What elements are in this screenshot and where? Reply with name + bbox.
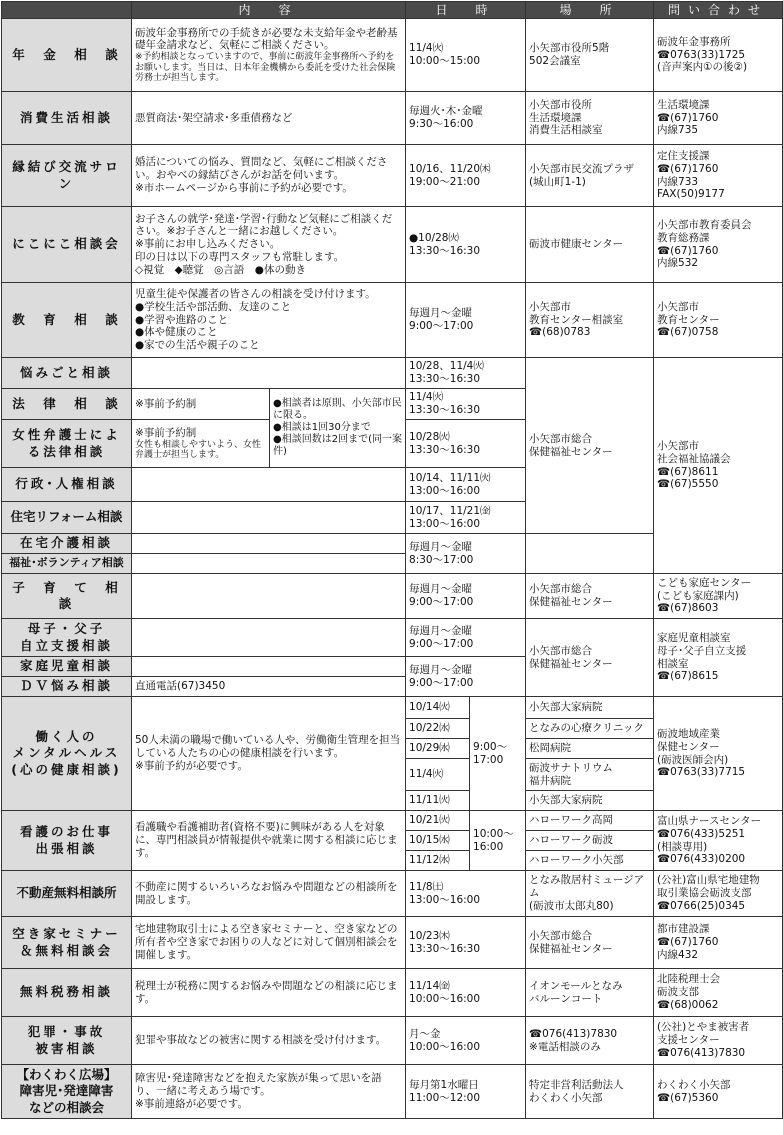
category-label: 母子・父子 自立支援相談 [2, 619, 132, 657]
row-wakuwaku [2, 1065, 783, 1119]
category-label: 【わくわく広場】 障害児･発達障害 などの相談会 [2, 1065, 132, 1119]
category-label: 在宅介護相談 [2, 534, 132, 554]
content-cell [132, 502, 406, 534]
time-cell: 9:00～ 17:00 [470, 697, 526, 811]
category-label: 子 育 て 相 談 [2, 574, 132, 619]
content-cell [132, 574, 406, 619]
content-cell: 50人未満の職場で働いている人や、労働衛生管理を担当している人たちの心の健康相談を行います。 ※事前予約が必要です。 [132, 697, 406, 811]
place-cell: 小矢部大家病院 [526, 697, 654, 719]
place-cell: 砺波サナトリウム 福井病院 [526, 759, 654, 791]
place-cell: 小矢部市 教育センター相談室 ☎(68)0783 [526, 283, 654, 358]
date-cell: 10/14㈫ [406, 697, 470, 719]
contact-cell: こども家庭センター (こども家庭課内) ☎(67)8603 [654, 574, 783, 619]
contact-cell: 北陸税理士会 砺波支部 ☎(68)0062 [654, 969, 783, 1017]
row-nikoniko [2, 207, 783, 283]
header-contact: 問い合わせ [654, 2, 783, 19]
category-label: 年 金 相 談 [2, 19, 132, 92]
content-cell [132, 358, 406, 389]
contact-cell: (公社)とやま被害者 支援センター ☎076(413)7830 [654, 1017, 783, 1065]
content-note: ※予約相談となっていますので、事前に砺波年金事務所へ予約をお願いします。当日は、日本年金機構から委託を受けた社会保険労務士が担当します。 [135, 52, 396, 83]
reservation-cell [132, 420, 270, 468]
row-mental [2, 697, 783, 719]
date-cell: 毎週火･木･金曜 9:30～16:00 [406, 92, 526, 145]
reservation-text: ※事前予約制 [135, 426, 197, 439]
content-cell: 税理士が税務に関するお悩みや問題などの相談に応じます。 [132, 969, 406, 1017]
place-cell: 小矢部大家病院 [526, 791, 654, 811]
place-cell: となみの心療クリニック [526, 719, 654, 739]
date-cell: 毎週月～金曜 9:00～17:00 [406, 283, 526, 358]
place-cell: 小矢部市総合 保健福祉センター [526, 358, 654, 534]
content-cell: 障害児･発達障害などを抱えた家族が集って思いを語り、一緒に考えあう場です。 ※事前連絡が必要です。 [132, 1065, 406, 1119]
place-cell: 小矢部市役所5階 502会議室 [526, 19, 654, 92]
row-boshi [2, 619, 783, 657]
header-place: 場 所 [526, 2, 654, 19]
date-cell: 10/21㈫ [406, 811, 470, 831]
date-cell: 10/16、11/20㈭ 19:00～21:00 [406, 145, 526, 207]
place-cell: 小矢部市総合 保健福祉センター [526, 574, 654, 619]
content-cell: 婚活についての悩み、質問など、気軽にご相談ください。おやべの縁結びさんがお話を伺います。 ※市ホームページから事前に予約が必要です。 [132, 145, 406, 207]
date-cell: 毎週月～金曜 9:00～17:00 [406, 619, 526, 657]
contact-cell: 砺波地域産業 保健センター (砺波医師会内) ☎0763(33)7715 [654, 697, 783, 811]
category-label: にこにこ相談会 [2, 207, 132, 283]
row-akiya [2, 917, 783, 969]
content-cell [132, 657, 406, 677]
date-cell: 毎週月～金曜 9:00～17:00 [406, 657, 526, 697]
content-cell: 犯罪や事故などの被害に関する相談を受け付けます。 [132, 1017, 406, 1065]
category-label: 教 育 相 談 [2, 283, 132, 358]
content-cell [132, 468, 406, 502]
row-fudosan [2, 871, 783, 917]
date-cell: 11/14㈮ 10:00～16:00 [406, 969, 526, 1017]
content-cell: お子さんの就学･発達･学習･行動など気軽にご相談ください。※お子さんと一緒にお越しください。 ※事前にお申し込みください。 印の日は以下の専門スタッフも常駐します。 ◇視覚 ◆聴覚 ◎言語 ●体の動き [132, 207, 406, 283]
header-blank [2, 2, 132, 19]
row-kyoiku [2, 283, 783, 358]
category-label: 不動産無料相談所 [2, 871, 132, 917]
place-cell: 特定非営利活動法人 わくわく小矢部 [526, 1065, 654, 1119]
category-label: 悩みごと相談 [2, 358, 132, 389]
place-cell: 松岡病院 [526, 739, 654, 759]
category-label: 女性弁護士による法律相談 [2, 420, 132, 468]
content-cell: 不動産に関するいろいろなお悩みや問題などの相談所を開設します。 [132, 871, 406, 917]
content-cell [132, 534, 406, 554]
place-cell: 小矢部市役所 生活環境課 消費生活相談室 [526, 92, 654, 145]
category-label: 看護のお仕事 出張相談 [2, 811, 132, 871]
category-label: 空き家セミナー ＆無料相談会 [2, 917, 132, 969]
content-cell: 直通電話(67)3450 [132, 677, 406, 697]
consultation-table [1, 1, 783, 1119]
place-cell-empty [526, 534, 654, 574]
contact-cell: 生活環境課 ☎(67)1760 内線735 [654, 92, 783, 145]
time-cell: 10:00～ 16:00 [470, 811, 526, 871]
date-cell: 10/28㈫ 13:30～16:30 [406, 420, 526, 468]
date-cell: 毎月第1水曜日 11:00～12:00 [406, 1065, 526, 1119]
category-label: 法 律 相 談 [2, 389, 132, 420]
place-cell: となみ散居村ミュージアム (砺波市太郎丸80) [526, 871, 654, 917]
content-cell [132, 619, 406, 657]
date-cell: 11/4㈫ 13:30～16:30 [406, 389, 526, 420]
content-cell: 悪質商法･架空請求･多重債務など [132, 92, 406, 145]
date-cell: 10/28、11/4㈫ 13:30～16:30 [406, 358, 526, 389]
header-row [2, 2, 783, 19]
category-label: 住宅リフォーム相談 [2, 502, 132, 534]
date-cell: 10/17、11/21㈮ 13:00～16:00 [406, 502, 526, 534]
date-cell: 10/22㈬ [406, 719, 470, 739]
contact-cell: 小矢部市教育委員会 教育総務課 ☎(67)1760 内線532 [654, 207, 783, 283]
contact-cell: 都市建設課 ☎(67)1760 内線432 [654, 917, 783, 969]
place-cell: 小矢部市総合 保健福祉センター [526, 619, 654, 697]
header-datetime: 日 時 [406, 2, 526, 19]
content-cell: 児童生徒や保護者の皆さんの相談を受け付けます。 ●学校生活や部活動、友達のこと ●学習や進路のこと ●体や健康のこと ●家での生活や親子のこと [132, 283, 406, 358]
category-label: 行政･人権相談 [2, 468, 132, 502]
row-shohi [2, 92, 783, 145]
header-content: 内 容 [132, 2, 406, 19]
shared-note-cell: ●相談者は原則、小矢部市民に限る。 ●相談は1回30分まで ●相談回数は2回まで(同一案件) [270, 389, 406, 468]
date-cell: 11/11㈫ [406, 791, 470, 811]
category-label: 消費生活相談 [2, 92, 132, 145]
date-cell: 11/12㈬ [406, 851, 470, 871]
row-zeimu [2, 969, 783, 1017]
date-cell: 10/29㈬ [406, 739, 470, 759]
date-cell: 月～金 10:00～16:00 [406, 1017, 526, 1065]
category-label: ＤＶ悩み相談 [2, 677, 132, 697]
contact-cell: 小矢部市 教育センター ☎(67)0758 [654, 283, 783, 358]
contact-cell: わくわく小矢部 ☎(67)5360 [654, 1065, 783, 1119]
category-label: 家庭児童相談 [2, 657, 132, 677]
date-cell: 11/4㈫ 10:00～15:00 [406, 19, 526, 92]
date-cell: 11/8㈯ 13:00～16:00 [406, 871, 526, 917]
content-cell: 看護職や看護補助者(資格不要)に興味がある人を対象に、専門相談員が情報提供や就業に関する相談に応じます。 [132, 811, 406, 871]
date-cell: 11/4㈫ [406, 759, 470, 791]
contact-cell: 富山県ナースセンター ☎076(433)5251 (相談専用) ☎076(433)0200 [654, 811, 783, 871]
contact-cell: 小矢部市 社会福祉協議会 ☎(67)8611 ☎(67)5550 [654, 358, 783, 574]
place-cell: 小矢部市民交流プラザ (城山町1-1) [526, 145, 654, 207]
category-label: 犯罪・事故 被害相談 [2, 1017, 132, 1065]
place-cell: 砺波市健康センター [526, 207, 654, 283]
row-enmusubi [2, 145, 783, 207]
content-text: 砺波年金事務所での手続きが必要な未支給年金や老齢基礎年金請求など、気軽にご相談ください。 [135, 26, 398, 52]
row-kosodate [2, 574, 783, 619]
row-nenkin [2, 19, 783, 92]
contact-cell: 定住支援課 ☎(67)1760 内線733 FAX(50)9177 [654, 145, 783, 207]
reservation-subnote: 女性も相談しやすいよう、女性弁護士が担当します。 [135, 439, 262, 460]
row-kango [2, 811, 783, 831]
date-cell: 10/15㈬ [406, 831, 470, 851]
contact-cell: (公社)富山県宅地建物 取引業協会砺波支部 ☎0766(25)0345 [654, 871, 783, 917]
date-cell: 毎週月～金曜 8:30～17:00 [406, 534, 526, 574]
row-hanzai [2, 1017, 783, 1065]
reservation-cell: ※事前予約制 [132, 389, 270, 420]
place-cell: ハローワーク高岡 [526, 811, 654, 831]
content-cell [132, 554, 406, 574]
row-nayami [2, 358, 783, 389]
place-cell: 小矢部市総合 保健福祉センター [526, 917, 654, 969]
category-label: 働く人の メンタルヘルス (心の健康相談) [2, 697, 132, 811]
category-label: 縁結び交流サロン [2, 145, 132, 207]
content-cell: 宅地建物取引士による空き家セミナーと、空き家などの所有者や空き家でお困りの人などに対して個別相談会を開催します。 [132, 917, 406, 969]
place-cell: ☎076(413)7830 ※電話相談のみ [526, 1017, 654, 1065]
date-cell: ●10/28㈫ 13:30～16:30 [406, 207, 526, 283]
category-label: 無料税務相談 [2, 969, 132, 1017]
category-label: 福祉･ボランティア相談 [2, 554, 132, 574]
content-cell [132, 19, 406, 92]
place-cell: イオンモールとなみ バルーンコート [526, 969, 654, 1017]
date-cell: 10/14、11/11㈫ 13:00～16:00 [406, 468, 526, 502]
date-cell: 10/23㈭ 13:30～16:30 [406, 917, 526, 969]
contact-cell: 砺波年金事務所 ☎0763(33)1725 (音声案内①の後②) [654, 19, 783, 92]
contact-cell: 家庭児童相談室 母子･父子自立支援 相談室 ☎(67)8615 [654, 619, 783, 697]
place-cell: ハローワーク砺波 [526, 831, 654, 851]
place-cell: ハローワーク小矢部 [526, 851, 654, 871]
date-cell: 毎週月～金曜 9:00～17:00 [406, 574, 526, 619]
